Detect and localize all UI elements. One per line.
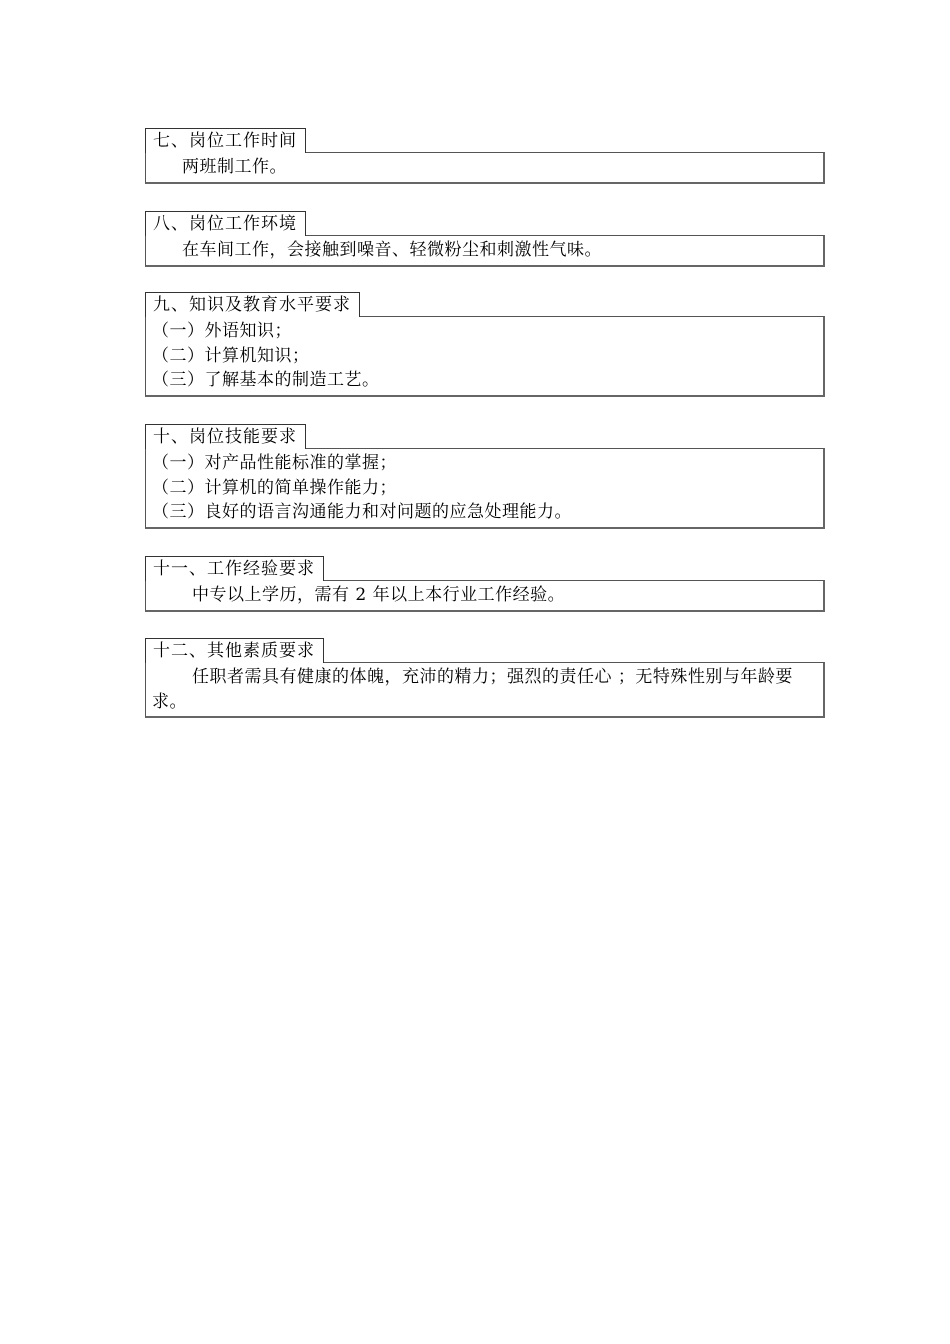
content-line: （一）外语知识； — [152, 321, 292, 341]
section-knowledge-education — [145, 292, 825, 397]
section-work-environment — [145, 211, 825, 267]
section-content — [145, 152, 825, 184]
section-content — [145, 235, 825, 267]
content-line: （三）良好的语言沟通能力和对问题的应急处理能力。 — [152, 502, 572, 522]
section-title: 十二、其他素质要求 — [145, 638, 324, 663]
section-title: 十一、工作经验要求 — [145, 556, 324, 581]
section-title: 十、岗位技能要求 — [145, 424, 306, 449]
section-other-qualities — [145, 638, 825, 718]
content-line: （二）计算机知识； — [152, 345, 310, 366]
section-content — [145, 316, 825, 397]
content-line: 在车间工作，会接触到噪音、轻微粉尘和刺激性气味。 — [182, 240, 602, 260]
content-line: 中专以上学历，需有 2 年以上本行业工作经验。 — [192, 585, 566, 605]
content-line: 两班制工作。 — [182, 157, 287, 177]
content-line: （三）了解基本的制造工艺。 — [152, 370, 380, 390]
content-paragraph: 任职者需具有健康的体魄，充沛的精力；强烈的责任心 ；无特殊性别与年龄要求。 — [152, 667, 793, 712]
section-experience-requirements — [145, 556, 825, 612]
section-content — [145, 448, 825, 529]
content-line: （二）计算机的简单操作能力； — [152, 477, 397, 498]
section-work-time — [145, 128, 825, 184]
section-title: 八、岗位工作环境 — [145, 211, 306, 236]
content-line: （一）对产品性能标准的掌握； — [152, 453, 397, 473]
section-skill-requirements — [145, 424, 825, 529]
section-content — [145, 580, 825, 612]
section-content — [145, 662, 825, 718]
section-title: 九、知识及教育水平要求 — [145, 292, 360, 317]
section-title: 七、岗位工作时间 — [145, 128, 306, 153]
